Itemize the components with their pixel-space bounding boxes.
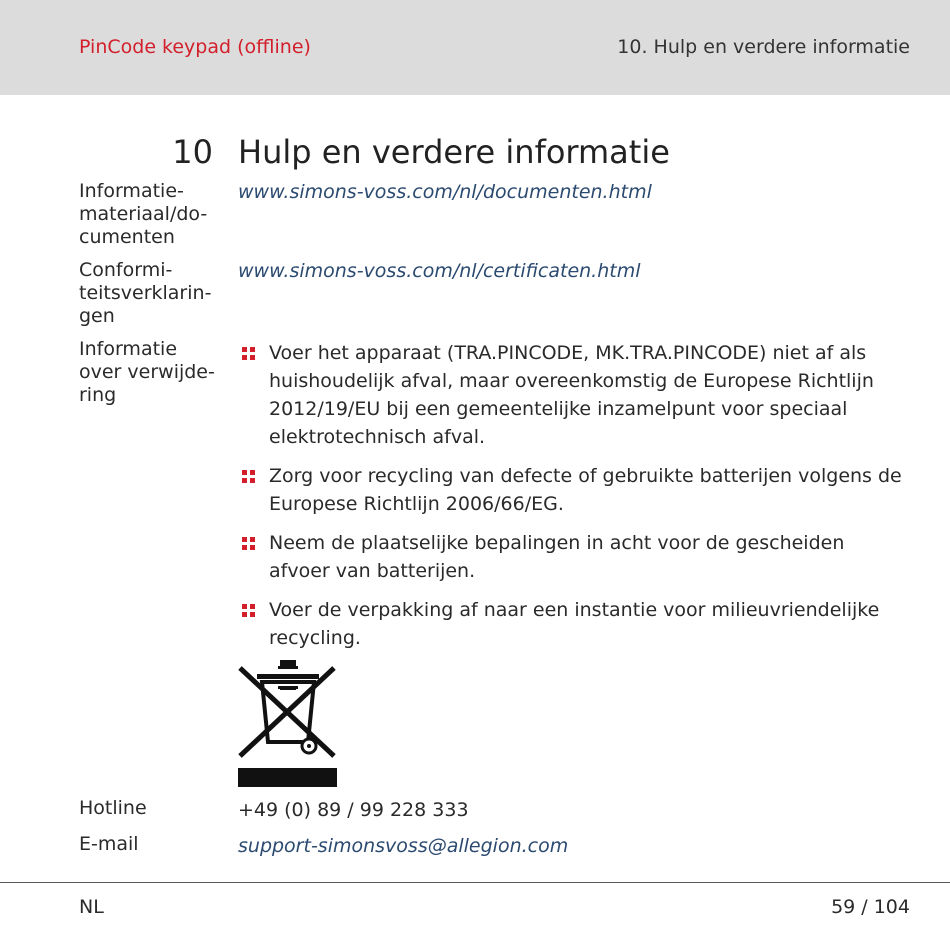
bullet-squares-icon: [242, 537, 255, 550]
list-item: [238, 339, 908, 451]
disposal-label-line: over verwijde-: [79, 361, 215, 383]
conformity-label-line: gen: [79, 305, 115, 327]
hotline-number[interactable]: +49 (0) 89 / 99 228 333: [238, 799, 469, 821]
bullet-squares-icon: [242, 604, 255, 617]
bullet-text: Neem de plaatselijke bepalingen in acht voor de gescheiden afvoer van batterijen.: [269, 532, 845, 582]
documents-label-line: materiaal/do-: [79, 203, 208, 225]
conformity-label: [79, 259, 219, 328]
documents-label-line: Informatie-: [79, 180, 184, 202]
list-item: [238, 462, 908, 518]
list-item: [238, 596, 908, 652]
disposal-label-line: ring: [79, 384, 117, 406]
certificates-link[interactable]: www.simons-voss.com/nl/certificaten.html: [238, 260, 641, 282]
documents-label-line: cumenten: [79, 226, 175, 248]
page-number: 59 / 104: [831, 896, 910, 918]
footer-divider: [0, 882, 950, 883]
header-chapter-title: 10. Hulp en verdere informatie: [617, 36, 910, 58]
bullet-squares-icon: [242, 347, 255, 360]
documents-label: [79, 180, 219, 249]
hotline-label: Hotline: [79, 797, 147, 819]
footer-language: NL: [79, 896, 104, 918]
weee-crossed-bin-icon: [238, 660, 338, 788]
conformity-label-line: Conformi-: [79, 259, 173, 281]
bullet-squares-icon: [242, 470, 255, 483]
email-label: E-mail: [79, 833, 139, 855]
disposal-label-line: Informatie: [79, 338, 178, 360]
list-item: [238, 529, 908, 585]
bullet-text: Voer het apparaat (TRA.PINCODE, MK.TRA.PINCODE) niet af als huishoudelijk afval, maar overeenkomstig de Europese Richtlijn 2012/19/EU bij een gemeentelijke inzamelpunt voor speciaal elektrotechnisch afval.: [269, 342, 874, 448]
email-link[interactable]: support-simonsvoss@allegion.com: [238, 835, 569, 857]
documents-link[interactable]: www.simons-voss.com/nl/documenten.html: [238, 181, 652, 203]
bullet-text: Voer de verpakking af naar een instantie voor milieuvriendelijke recycling.: [269, 599, 880, 649]
chapter-number: 10: [172, 133, 213, 171]
disposal-label: [79, 338, 219, 407]
chapter-title: Hulp en verdere informatie: [238, 133, 670, 171]
header-product-title: PinCode keypad (offline): [79, 36, 311, 58]
conformity-label-line: teitsverklarin-: [79, 282, 212, 304]
page-header: [0, 0, 950, 95]
disposal-bullet-list: [238, 339, 908, 663]
bullet-text: Zorg voor recycling van defecte of gebruikte batterijen volgens de Europese Richtlijn 2006/66/EG.: [269, 465, 902, 515]
